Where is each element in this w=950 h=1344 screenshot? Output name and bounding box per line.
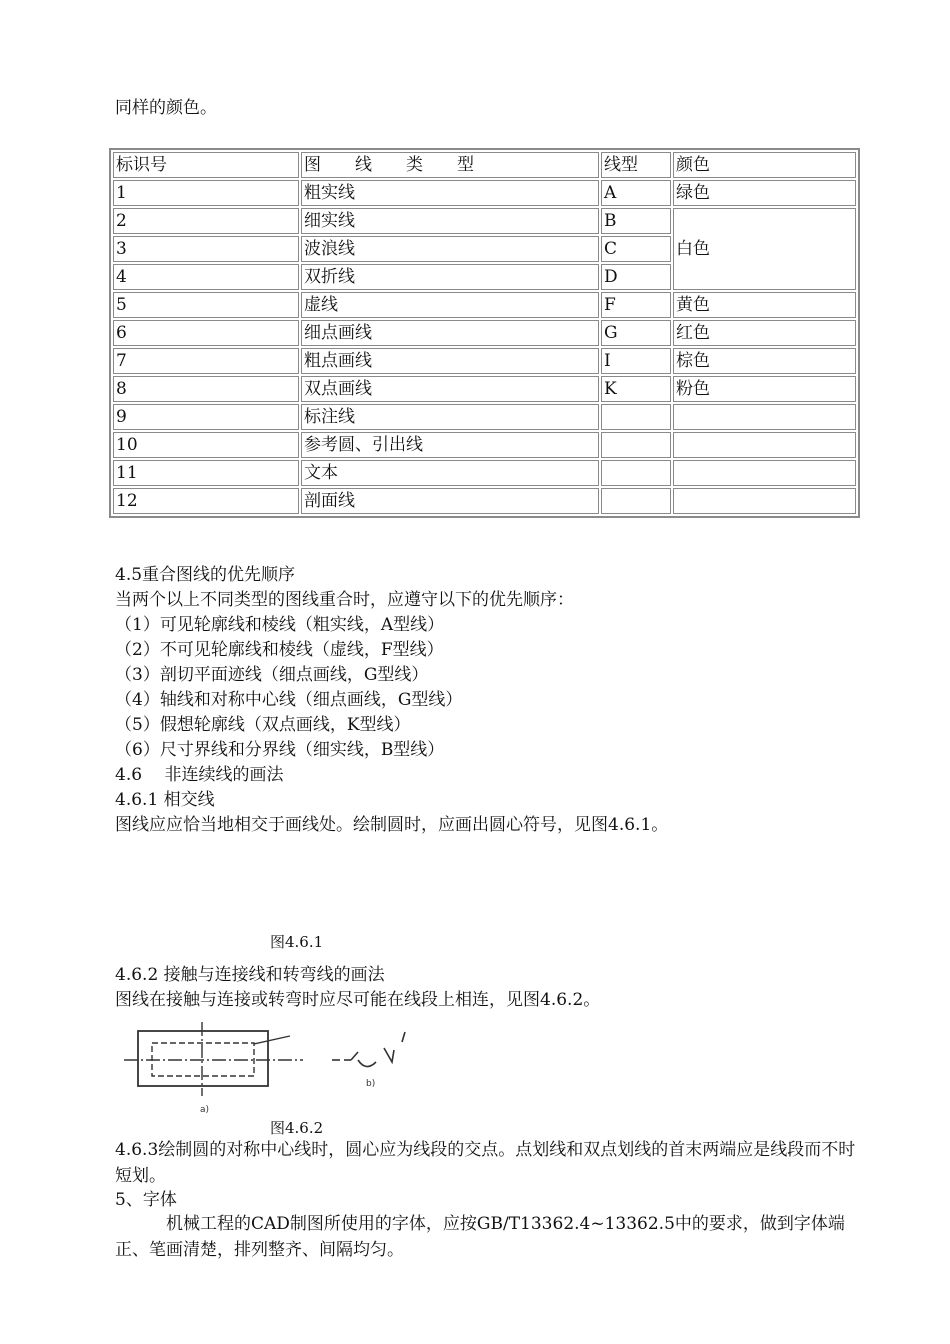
figure-label-b: b) xyxy=(366,1079,376,1089)
cell-code: G xyxy=(601,320,671,346)
cell-code: B xyxy=(601,208,671,234)
cell-id: 7 xyxy=(113,348,299,374)
line-type-table xyxy=(109,148,860,518)
figure-4-6-2-caption: 图4.6.2 xyxy=(270,1119,324,1137)
cell-id: 10 xyxy=(113,432,299,458)
section-4-5-heading: 4.5重合图线的优先顺序 xyxy=(115,565,296,585)
table-row xyxy=(113,292,856,318)
cell-id: 5 xyxy=(113,292,299,318)
section-5-heading: 5、字体 xyxy=(115,1190,177,1210)
cell-color: 粉色 xyxy=(673,376,856,402)
cell-color: 绿色 xyxy=(673,180,856,206)
cell-type: 双折线 xyxy=(301,264,599,290)
cell-id: 2 xyxy=(113,208,299,234)
section-4-6-2-text: 图线在接触与连接或转弯时应尽可能在线段上相连，见图4.6.2。 xyxy=(115,990,601,1010)
figure-b-corner-drawing xyxy=(332,1032,405,1067)
priority-item-1: （1）可见轮廓线和棱线（粗实线，A型线） xyxy=(115,615,445,635)
table-row xyxy=(113,180,856,206)
cell-type: 粗实线 xyxy=(301,180,599,206)
cell-color xyxy=(673,432,856,458)
cell-color xyxy=(673,404,856,430)
cell-code xyxy=(601,488,671,514)
section-4-6-1-heading: 4.6.1 相交线 xyxy=(115,790,215,810)
cell-type: 虚线 xyxy=(301,292,599,318)
table-row xyxy=(113,432,856,458)
table-row xyxy=(113,208,856,234)
cell-type: 波浪线 xyxy=(301,236,599,262)
cell-code xyxy=(601,404,671,430)
table-row xyxy=(113,404,856,430)
section-5-text: 机械工程的CAD制图所使用的字体，应按GB/T13362.4~13362.5中的要求，做到字体端正、笔画清楚，排列整齐、间隔均匀。 xyxy=(115,1214,845,1260)
cell-type: 剖面线 xyxy=(301,488,599,514)
cell-type: 细实线 xyxy=(301,208,599,234)
cell-type: 标注线 xyxy=(301,404,599,430)
section-4-6-2-heading: 4.6.2 接触与连接线和转弯线的画法 xyxy=(115,965,385,985)
cell-code: K xyxy=(601,376,671,402)
table-header-row xyxy=(113,152,856,178)
intro-text: 同样的颜色。 xyxy=(115,98,217,118)
cell-id: 12 xyxy=(113,488,299,514)
cell-id: 4 xyxy=(113,264,299,290)
cell-code: A xyxy=(601,180,671,206)
cell-code xyxy=(601,432,671,458)
figure-a-rectangle-drawing xyxy=(124,1022,303,1096)
table-row xyxy=(113,320,856,346)
figure-label-a: a) xyxy=(200,1105,210,1115)
section-4-6-3-text: 4.6.3绘制圆的对称中心线时，圆心应为线段的交点。点划线和双点划线的首末两端应是线段而不时短划。 xyxy=(115,1140,856,1186)
cell-code xyxy=(601,460,671,486)
priority-item-6: （6）尺寸界线和分界线（细实线，B型线） xyxy=(115,740,445,760)
header-type: 图 线 类 型 xyxy=(301,152,599,178)
cell-color xyxy=(673,488,856,514)
table-row xyxy=(113,376,856,402)
header-color: 颜色 xyxy=(673,152,856,178)
priority-item-2: （2）不可见轮廓线和棱线（虚线，F型线） xyxy=(115,640,444,660)
cell-color xyxy=(673,460,856,486)
section-4-5-intro: 当两个以上不同类型的图线重合时，应遵守以下的优先顺序： xyxy=(115,590,574,610)
header-code: 线型 xyxy=(601,152,671,178)
cell-id: 3 xyxy=(113,236,299,262)
cell-id: 6 xyxy=(113,320,299,346)
table-row xyxy=(113,460,856,486)
cell-id: 9 xyxy=(113,404,299,430)
priority-item-5: （5）假想轮廓线（双点画线，K型线） xyxy=(115,715,411,735)
section-4-6-heading: 4.6 非连续线的画法 xyxy=(115,765,284,785)
header-id: 标识号 xyxy=(113,152,299,178)
table-row xyxy=(113,348,856,374)
cell-id: 8 xyxy=(113,376,299,402)
cell-color: 黄色 xyxy=(673,292,856,318)
cell-color: 棕色 xyxy=(673,348,856,374)
cell-code: F xyxy=(601,292,671,318)
priority-item-4: （4）轴线和对称中心线（细点画线，G型线） xyxy=(115,690,463,710)
table-row xyxy=(113,488,856,514)
cell-type: 文本 xyxy=(301,460,599,486)
priority-item-3: （3）剖切平面迹线（细点画线，G型线） xyxy=(115,665,429,685)
cell-color-merged: 白色 xyxy=(673,208,856,290)
section-4-6-1-text: 图线应应恰当地相交于画线处。绘制圆时，应画出圆心符号，见图4.6.1。 xyxy=(115,815,669,835)
figure-4-6-1-caption: 图4.6.1 xyxy=(270,933,324,951)
figure-4-6-2-drawing xyxy=(118,1018,438,1118)
cell-color: 红色 xyxy=(673,320,856,346)
cell-code: C xyxy=(601,236,671,262)
cell-type: 细点画线 xyxy=(301,320,599,346)
cell-id: 1 xyxy=(113,180,299,206)
cell-type: 参考圆、引出线 xyxy=(301,432,599,458)
cell-type: 粗点画线 xyxy=(301,348,599,374)
cell-type: 双点画线 xyxy=(301,376,599,402)
cell-code: D xyxy=(601,264,671,290)
cell-id: 11 xyxy=(113,460,299,486)
cell-code: I xyxy=(601,348,671,374)
